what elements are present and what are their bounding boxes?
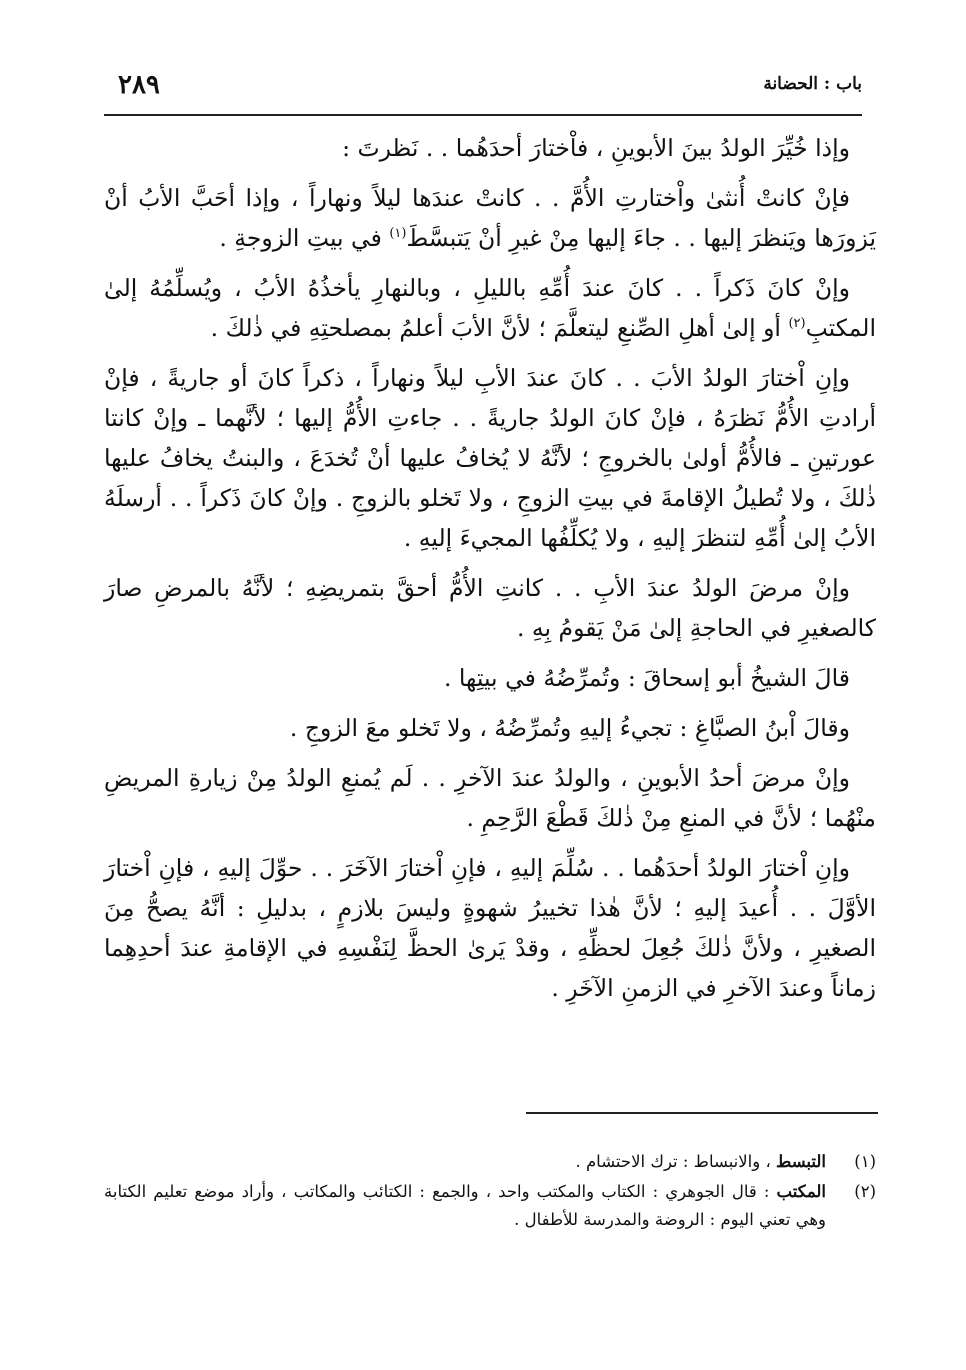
paragraph: وإذا خُيِّرَ الولدُ بينَ الأبوينِ ، فاْختارَ أحدَهُما . . نَظرتَ : [342, 134, 850, 162]
page-header [104, 70, 862, 110]
paragraph: وإنِ اْختارَ الولدُ أحدَهُما . . سُلِّمَ إليهِ ، فإنِ اْختارَ الآخَرَ . . حوِّلَ إليهِ ، فإنِ اْختارَ الأوَّلَ . . أُعيدَ إليهِ ؛ لأنَّ هٰذا تخييرُ شهوةٍ وليسَ بلازمٍ ، بدليلِ : أنَّهُ يصحُّ مِنَ الصغيرِ ، ولأنَّ ذٰلكَ جُعِلَ لحظِّهِ ، وقدْ يَرىٰ الحظَّ لِنَفْسِهِ في الإقامةِ عندَ أحدِهِما زماناً وعندَ الآخرِ في الزمنِ الآخَرِ . [104, 854, 876, 1002]
footnote-number: (٢) [854, 1182, 876, 1201]
page-number: ٢٨٩ [118, 70, 160, 100]
footnote [104, 1148, 876, 1176]
footnote-term: التبسط [776, 1152, 826, 1171]
header-divider [104, 114, 862, 116]
footnotes [104, 1148, 876, 1236]
footnote-divider [526, 1112, 878, 1114]
footnote-number: (١) [854, 1152, 876, 1171]
chapter-title: باب : الحضانة [763, 74, 862, 94]
footnote-marker: (١) [389, 226, 407, 242]
footnote-marker: (٢) [788, 316, 806, 332]
paragraph: وإنْ كانَ ذَكراً . . كانَ عندَ أُمِّهِ بالليلِ ، وبالنهارِ يأخذُهُ الأبُ ، ويُسلِّمُهُ إلىٰ المكتبِ$^{(٢)}$ أو إلىٰ أهلِ الصِّنعِ ليتعلَّمَ ؛ لأنَّ الأبَ أعلمُ بمصلحتِهِ في ذٰلكَ . [104, 274, 876, 342]
footnote-text: : قال الجوهري : الكتاب والمكتب واحد ، والجمع : الكتائب والمكاتب ، وأراد موضع تعليم الكتابة وهي تعني اليوم : الروضة والمدرسة للأطفال . [104, 1182, 826, 1229]
paragraph: وإنْ مرضَ الولدُ عندَ الأبِ . . كانتِ الأُمُّ أحقَّ بتمريضِهِ ؛ لأنَّهُ بالمرضِ صارَ كالصغيرِ في الحاجةِ إلىٰ مَنْ يَقومُ بِهِ . [104, 574, 876, 642]
paragraph: قالَ الشيخُ أبو إسحاقَ : وتُمرِّضُهُ في بيتِها . [443, 664, 850, 692]
paragraph: فإنْ كانتْ أُنثىٰ واْختارتِ الأُمَّ . . كانتْ عندَها ليلاً ونهاراً ، وإذا أحَبَّ الأبُ أنْ يَزورَها ويَنظرَ إليها . . جاءَ إليها مِنْ غيرِ أنْ يَتبسَّطَ$^{(١)}$ في بيتِ الزوجةِ . [104, 184, 876, 252]
paragraph: وقالَ اْبنُ الصبَّاغِ : تجيءُ إليهِ وتُمرِّضُهُ ، ولا تَخلو معَ الزوجِ . [289, 714, 850, 742]
paragraph: وإنِ اْختارَ الولدُ الأبَ . . كانَ عندَ الأبِ ليلاً ونهاراً ، ذكراً كانَ أو جاريةً ، فإنْ أرادتِ الأُمُّ نَظرَهُ ، فإنْ كانَ الولدُ جاريةً . . جاءتِ الأُمُّ إليها ؛ لأنَّهما ـ وإنْ كانتا عورتينِ ـ فالأُمُّ أولىٰ بالخروجِ ؛ لأنَّهُ لا يُخافُ عليها أنْ تُخدَعَ ، والبنتُ يخافُ عليها ذٰلكَ ، ولا تُطيلُ الإقامةَ في بيتِ الزوجِ ، ولا تَخلو بالزوجِ . وإنْ كانَ ذَكراً . . أرسلَهُ الأبُ إلىٰ أُمِّهِ لتنظرَ إليهِ ، ولا يُكلِّفُها المجيءَ إليهِ . [104, 364, 876, 552]
paragraph: وإنْ مرضَ أحدُ الأبوينِ ، والولدُ عندَ الآخرِ . . لَم يُمنعِ الولدُ مِنْ زيارةِ المريضِ منْهُما ؛ لأنَّ في المنعِ مِنْ ذٰلكَ قَطْعَ الرَّحِمِ . [104, 764, 876, 832]
footnote-term: المكتب [776, 1182, 826, 1201]
footnote [104, 1178, 876, 1234]
main-text [104, 128, 876, 1018]
footnote-text: ، والانبساط : ترك الاحتشام . [575, 1152, 777, 1171]
